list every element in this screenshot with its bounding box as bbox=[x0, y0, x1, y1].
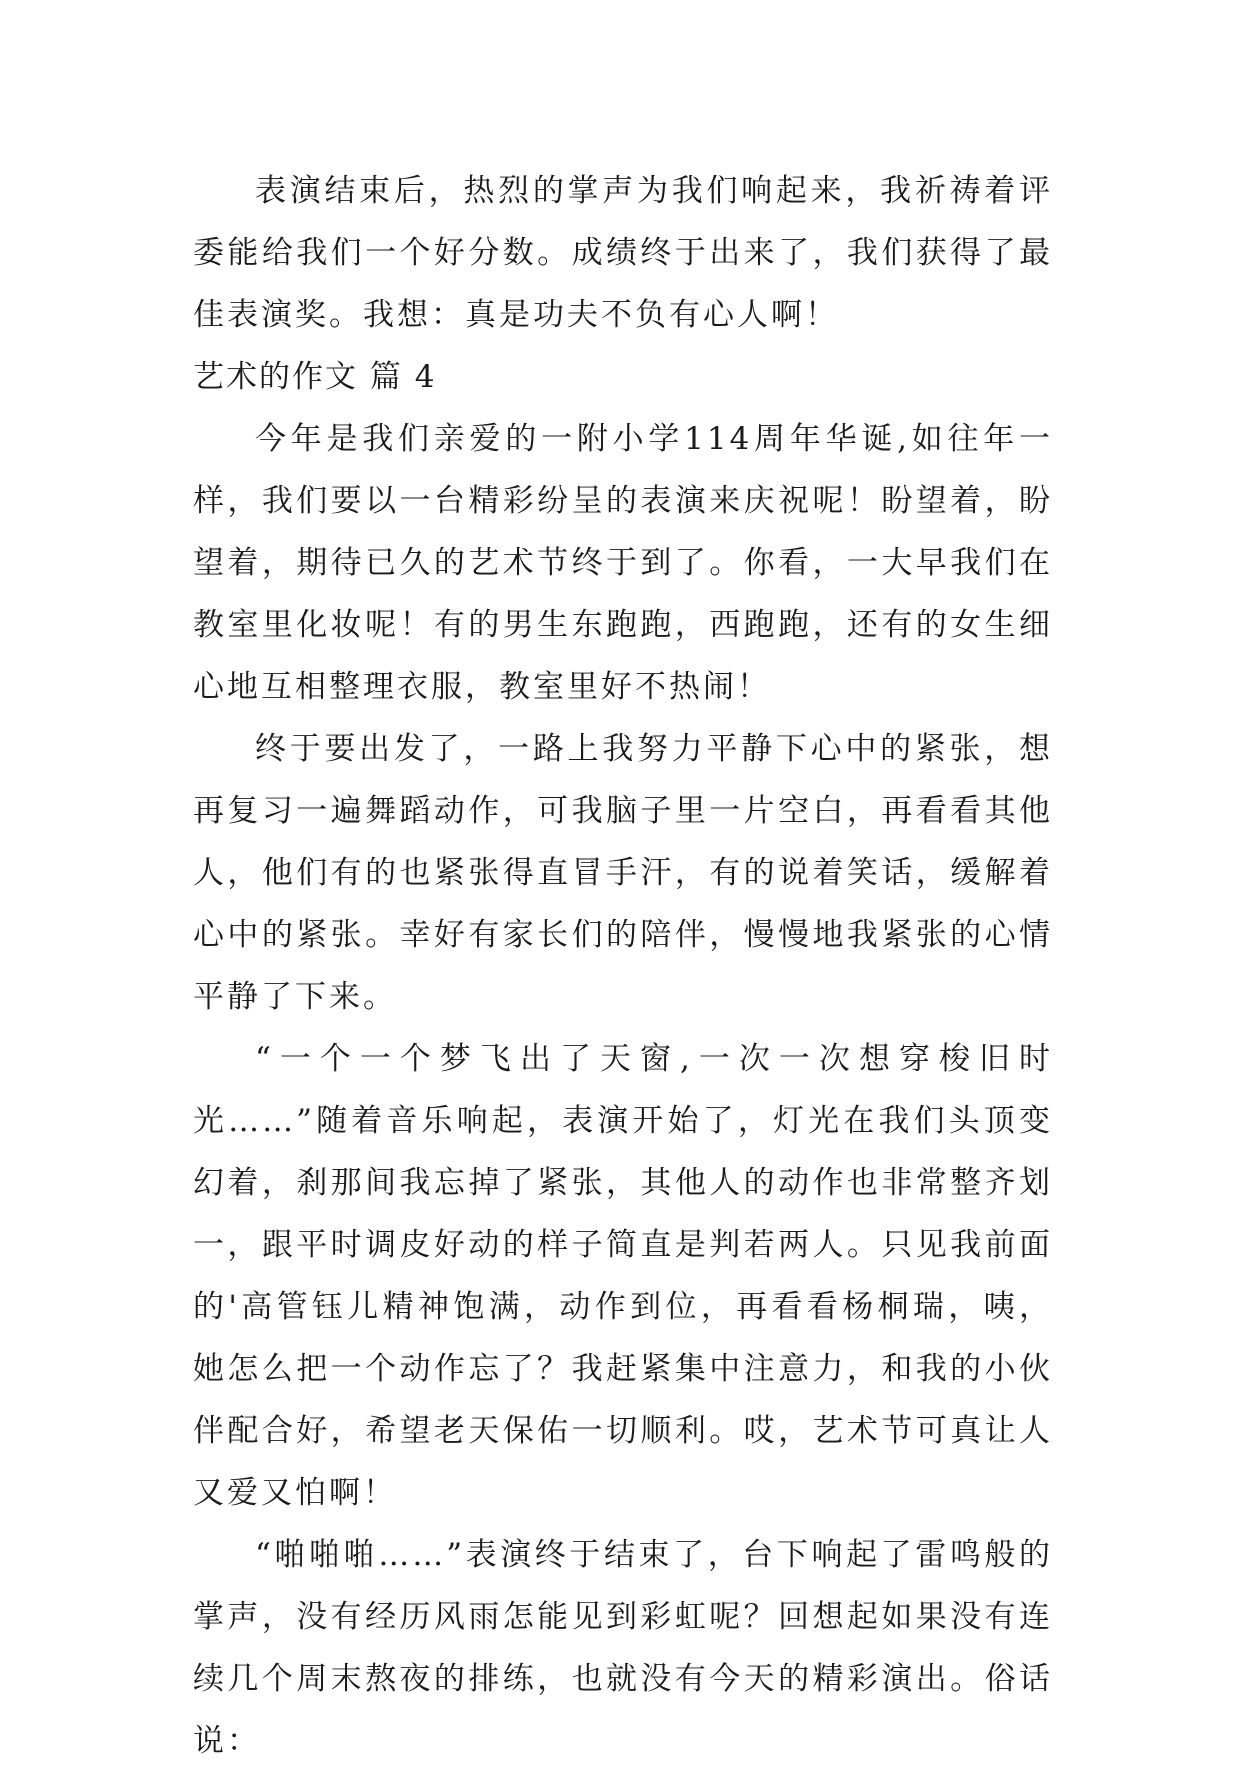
paragraph-5: “啪啪啪……”表演终于结束了，台下响起了雷鸣般的掌声，没有经历风雨怎能见到彩虹呢？回想起如果没有连续几个周末熬夜的排练，也就没有今天的精彩演出。俗话说： bbox=[193, 1537, 1053, 1759]
paragraph-2: 今年是我们亲爱的一附小学114周年华诞,如往年一样，我们要以一台精彩纷呈的表演来庆祝呢！盼望着，盼望着，期待已久的艺术节终于到了。你看，一大早我们在教室里化妆呢！有的男生东跑跑，西跑跑，还有的女生细心地互相整理衣服，教室里好不热闹！ bbox=[193, 421, 1053, 705]
document-body bbox=[193, 160, 1053, 1772]
paragraph-3: 终于要出发了，一路上我努力平静下心中的紧张，想再复习一遍舞蹈动作，可我脑子里一片空白，再看看其他人，他们有的也紧张得直冒手汗，有的说着笑话，缓解着心中的紧张。幸好有家长们的陪伴，慢慢地我紧张的心情平静了下来。 bbox=[193, 731, 1053, 1015]
paragraph-4: “一个一个梦飞出了天窗,一次一次想穿梭旧时光……”随着音乐响起，表演开始了，灯光在我们头顶变幻着，刹那间我忘掉了紧张，其他人的动作也非常整齐划一，跟平时调皮好动的样子简直是判若两人。只见我前面的'高管钰儿精神饱满，动作到位，再看看杨桐瑞，咦，她怎么把一个动作忘了？我赶紧集中注意力，和我的小伙伴配合好，希望老天保佑一切顺利。哎，艺术节可真让人又爱又怕啊！ bbox=[193, 1041, 1053, 1511]
section-title: 艺术的作文 篇 4 bbox=[193, 359, 437, 395]
paragraph-1: 表演结束后，热烈的掌声为我们响起来，我祈祷着评委能给我们一个好分数。成绩终于出来了，我们获得了最佳表演奖。我想：真是功夫不负有心人啊！ bbox=[193, 173, 1053, 333]
